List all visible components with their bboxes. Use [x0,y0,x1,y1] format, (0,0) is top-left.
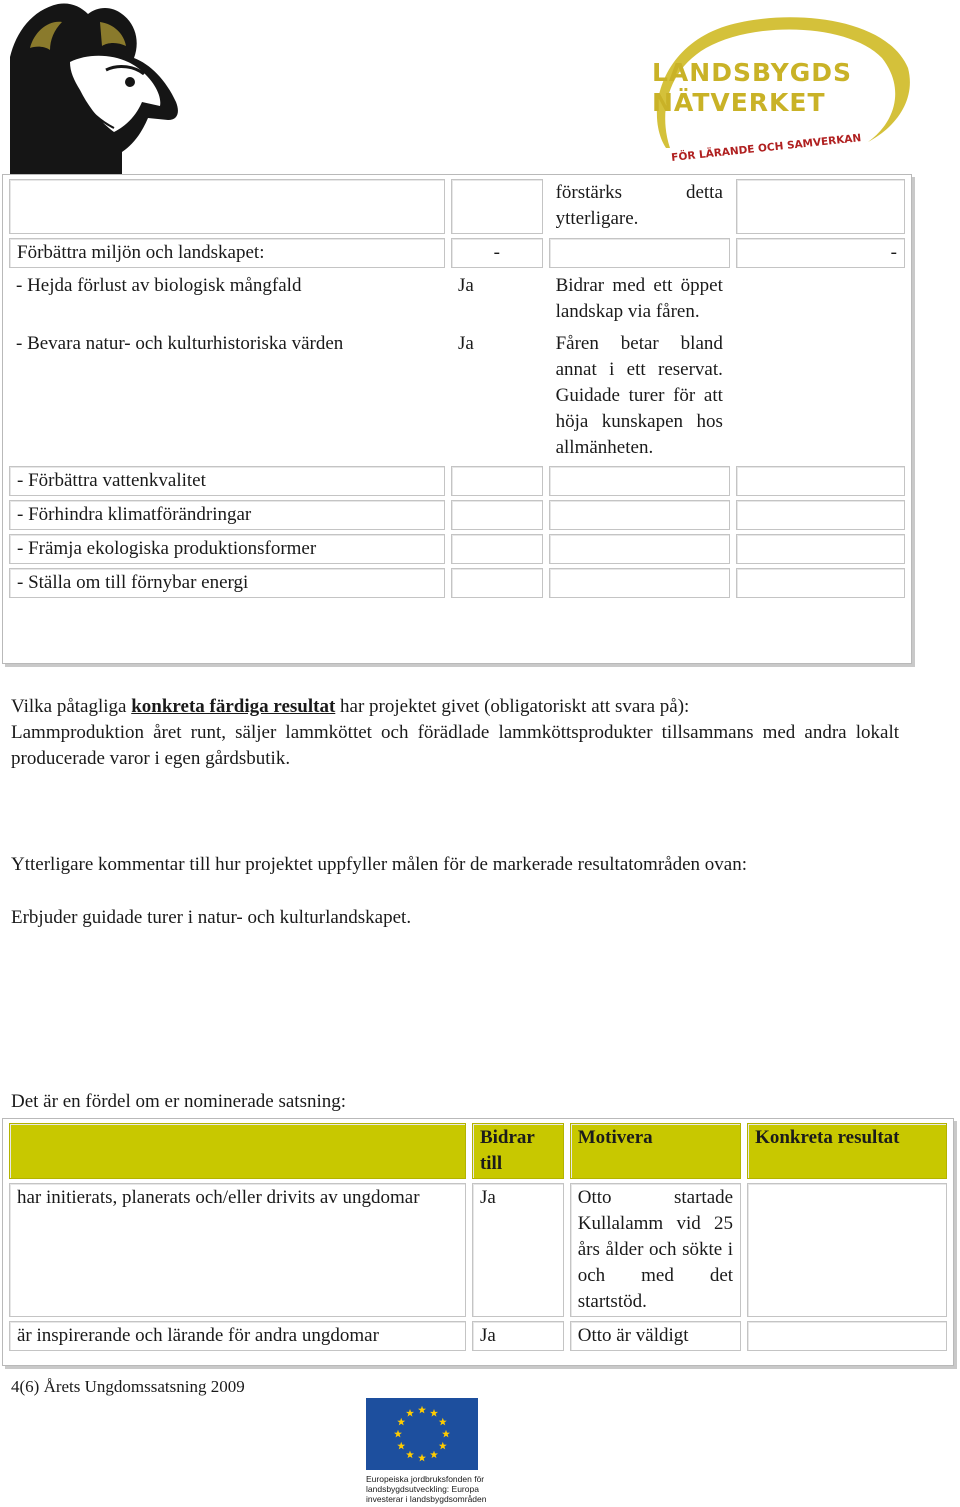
env-cell-label: - Främja ekologiska produktionsformer [9,534,445,564]
table-row [9,272,905,326]
table-row [9,500,905,530]
youth-intro: Det är en fördel om er nominerade satsning: [11,1091,347,1112]
env-cell-resultat [736,179,905,234]
eu-caption: Europeiska jordbruksfonden för landsbygdsutveckling: Europa investerar i landsbygdsområden [366,1474,487,1504]
youth-cell-label: har initierats, planerats och/eller drivits av ungdomar [9,1183,466,1317]
results-question-prefix: Vilka påtagliga [11,696,132,717]
env-cell-resultat: - [736,238,905,268]
env-cell-label: - Hejda förlust av biologisk mångfald [9,272,445,326]
results-answer: Lammproduktion året runt, säljer lammköttet och förädlade lammköttsprodukter tillsammans med andra lokalt producerade varor i egen gårdsbutik. [11,722,899,769]
header-resultat: Konkreta resultat [747,1123,947,1179]
env-cell-motivera [549,466,730,496]
youth-cell-resultat [747,1321,947,1351]
brand-line-1: LANDSBYGDS [652,58,853,87]
page-footer-label: 4(6) Årets Ungdomssatsning 2009 [11,1377,245,1396]
comment-answer: Erbjuder guidade turer i natur- och kulturlandskapet. [11,907,412,928]
environment-table [2,174,912,664]
env-cell-resultat [736,272,905,326]
brand-tagline: FÖR LÄRANDE OCH SAMVERKAN [670,132,862,164]
environment-table-grid [3,175,911,602]
brand-title [652,58,852,118]
table-row [9,534,905,564]
youth-table-grid [3,1119,953,1355]
env-cell-val [451,500,543,530]
env-cell-val: - [451,238,543,268]
env-cell-motivera [549,534,730,564]
table-row [9,330,905,462]
env-cell-label: - Ställa om till förnybar energi [9,568,445,598]
env-cell-val [451,568,543,598]
results-question [11,694,899,772]
env-cell-motivera: Bidrar med ett öppet landskap via fåren. [549,272,730,326]
table-row [9,179,905,234]
youth-cell-motivera: Otto är väldigt [570,1321,741,1351]
table-row [9,1123,947,1179]
table-row [9,466,905,496]
env-cell-motivera [549,568,730,598]
header-bidrar: Bidrar till [472,1123,564,1179]
env-cell-motivera [549,500,730,530]
env-cell-val [451,466,543,496]
comment-question: Ytterligare kommentar till hur projektet uppfyller målen för de markerade resultatområden ovan: [11,854,747,875]
youth-cell-label: är inspirerande och lärande för andra ungdomar [9,1321,466,1351]
env-cell-val: Ja [451,272,543,326]
env-cell-motivera: Fåren betar bland annat i ett reservat. Guidade turer för att höja kunskapen hos allmänheten. [549,330,730,462]
header-label [9,1123,466,1179]
env-cell-label: - Bevara natur- och kulturhistoriska värden [9,330,445,462]
table-row [9,238,905,268]
youth-cell-resultat [747,1183,947,1317]
youth-cell-bidrar: Ja [472,1183,564,1317]
env-cell-resultat [736,466,905,496]
sheep-logo [10,2,182,174]
env-cell-val [451,179,543,234]
header-motivera: Motivera [570,1123,741,1179]
env-cell-label: Förbättra miljön och landskapet: [9,238,445,268]
youth-cell-bidrar: Ja [472,1321,564,1351]
env-cell-resultat [736,568,905,598]
youth-table [2,1118,954,1366]
env-cell-motivera [549,238,730,268]
env-cell-motivera: förstärks detta ytterligare. [549,179,730,234]
env-cell-label [9,179,445,234]
table-row [9,1321,947,1351]
results-question-emphasis: konkreta färdiga resultat [131,696,336,717]
results-question-suffix: har projektet givet (obligatoriskt att svara på): [335,696,690,717]
env-cell-label: - Förhindra klimatförändringar [9,500,445,530]
eu-flag-logo [366,1398,478,1470]
env-cell-label: - Förbättra vattenkvalitet [9,466,445,496]
env-cell-val [451,534,543,564]
env-cell-resultat [736,500,905,530]
brand-line-2: NÄTVERKET [652,88,826,117]
env-cell-val: Ja [451,330,543,462]
youth-cell-motivera: Otto startade Kullalamm vid 25 års ålder och sökte i och med det startstöd. [570,1183,741,1317]
table-row [9,568,905,598]
table-row [9,1183,947,1317]
env-cell-resultat [736,534,905,564]
env-cell-resultat [736,330,905,462]
